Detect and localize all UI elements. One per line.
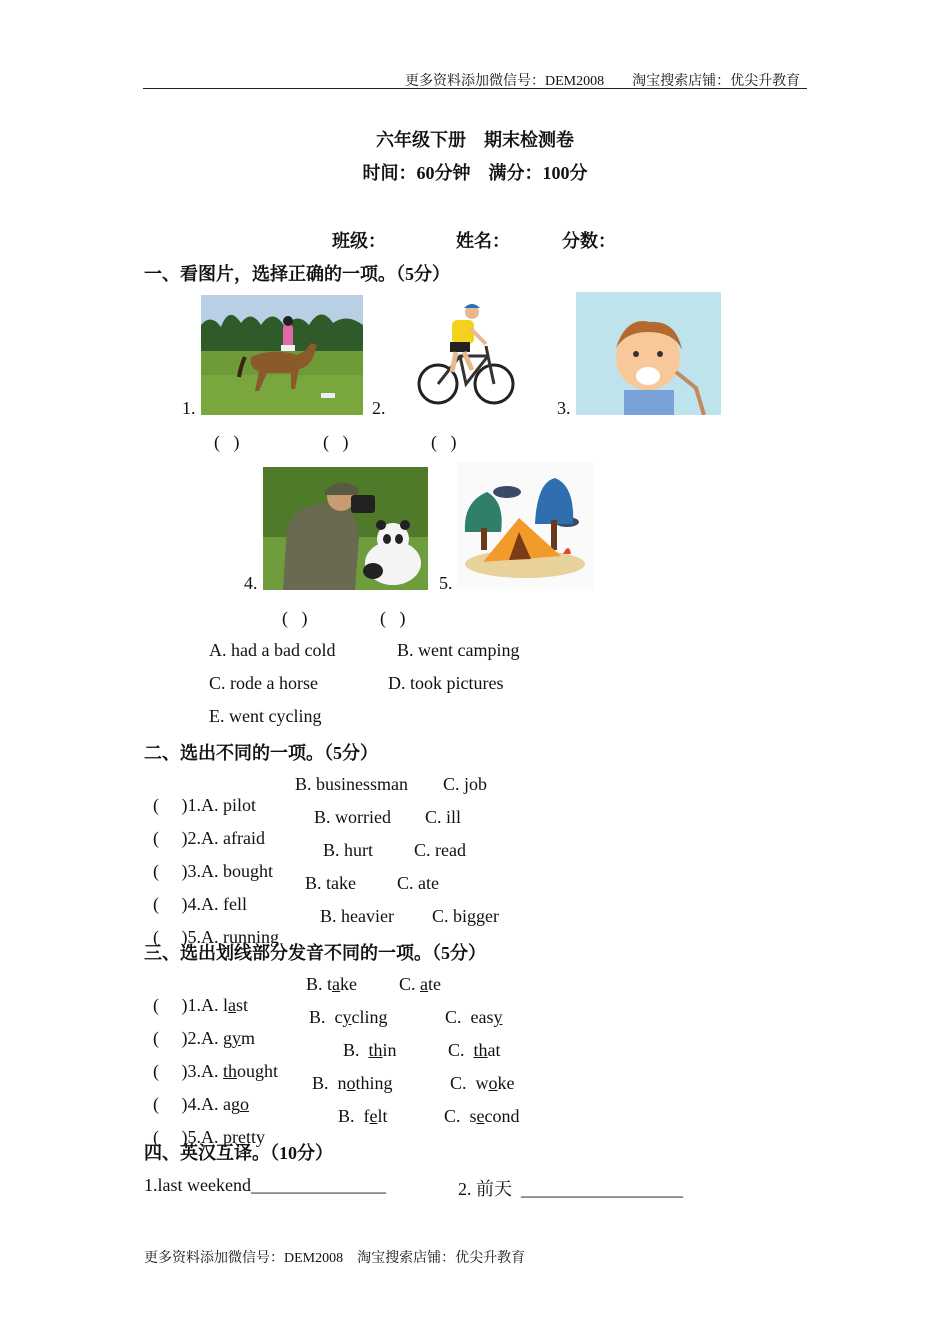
s3-q5-c: C. second [444,1106,520,1126]
page-footer: 更多资料添加微信号：DEM2008 淘宝搜索店铺：优尖升教育 [144,1251,526,1266]
s3-question-2: ( )2.A. gym [153,1028,256,1048]
camping-tent-image [457,462,594,589]
s2-question-1: ( )1.A. pilot [153,795,257,815]
s3-q5-b: B. felt [338,1106,388,1126]
s2-question-4: ( )4.A. fell [153,894,247,914]
section2-heading: 二、选出不同的一项。（5分） [144,743,378,763]
option-b: B. went camping [397,640,520,660]
answer-blank-3[interactable]: ( ) [431,432,457,452]
s2-q3-b: B. hurt [323,840,374,860]
cold-cartoon-image [576,292,721,415]
answer-blank[interactable]: ( ) [153,795,188,815]
s3-question-3: ( )3.A. thought [153,1061,279,1081]
header-divider [143,88,807,89]
answer-blank-4[interactable]: ( ) [282,608,308,628]
score-label: 分数： [562,231,616,251]
s2-q4-c: C. ate [397,873,439,893]
s3-question-5: ( )5.A. pretty [153,1127,266,1147]
s3-q3-c: C. that [448,1040,501,1060]
answer-blank[interactable]: ( ) [153,1061,188,1081]
page-header: 更多资料添加微信号：DEM2008 淘宝搜索店铺：优尖升教育 [405,74,801,89]
s2-q5-c: C. bigger [432,906,499,926]
option-c: C. rode a horse [209,673,318,693]
answer-blank[interactable]: ( ) [153,894,188,914]
s3-q1-b: B. take [306,974,358,994]
exam-info: 时间：60分钟 满分：100分 [362,163,588,183]
s2-q1-c: C. job [443,774,488,794]
option-e: E. went cycling [209,706,322,726]
name-label: 姓名： [456,231,510,251]
pic-number-3: 3. [557,398,571,418]
answer-blank[interactable]: ( ) [153,1127,188,1147]
s2-question-2: ( )2.A. afraid [153,828,265,848]
s2-q2-c: C. ill [425,807,462,827]
answer-blank-5[interactable]: ( ) [380,608,406,628]
s3-q4-b: B. nothing [312,1073,393,1093]
cycling-image [412,298,518,412]
horse-riding-image [201,295,363,415]
answer-blank[interactable]: ( ) [153,1028,188,1048]
section3-heading: 三、选出划线部分发音不同的一项。（5分） [144,943,486,963]
s3-question-1: ( )1.A. last [153,995,249,1015]
pic-number-5: 5. [439,573,453,593]
s2-q1-b: B. businessman [295,774,409,794]
pic-number-2: 2. [372,398,386,418]
translate-q1[interactable]: 1.last weekend_______________ [144,1175,386,1195]
s2-question-3: ( )3.A. bought [153,861,273,881]
s2-q5-b: B. heavier [320,906,394,926]
answer-blank[interactable]: ( ) [153,995,188,1015]
translate-q2[interactable]: 2. 前天 __________________ [458,1179,683,1199]
answer-blank[interactable]: ( ) [153,861,188,881]
answer-blank[interactable]: ( ) [153,828,188,848]
section4-heading: 四、英汉互译。（10分） [144,1143,333,1163]
page-title: 六年级下册 期末检测卷 [376,130,574,150]
s2-q4-b: B. take [305,873,356,893]
s3-q2-b: B. cycling [309,1007,388,1027]
answer-blank-1[interactable]: ( ) [214,432,240,452]
pic-number-1: 1. [182,398,196,418]
section1-heading: 一、看图片，选择正确的一项。（5分） [144,264,450,284]
answer-blank[interactable]: ( ) [153,927,188,947]
s3-q2-c: C. easy [445,1007,503,1027]
s2-q2-b: B. worried [314,807,391,827]
s2-q3-c: C. read [414,840,466,860]
answer-blank-2[interactable]: ( ) [323,432,349,452]
s3-q4-c: C. woke [450,1073,515,1093]
class-label: 班级： [332,231,386,251]
pic-number-4: 4. [244,573,258,593]
option-d: D. took pictures [388,673,504,693]
answer-blank[interactable]: ( ) [153,1094,188,1114]
s2-question-5: ( )5.A. running [153,927,279,947]
option-a: A. had a bad cold [209,640,336,660]
s3-question-4: ( )4.A. ago [153,1094,249,1114]
s3-q3-b: B. thin [343,1040,397,1060]
photographer-panda-image [263,467,428,590]
s3-q1-c: C. ate [399,974,442,994]
